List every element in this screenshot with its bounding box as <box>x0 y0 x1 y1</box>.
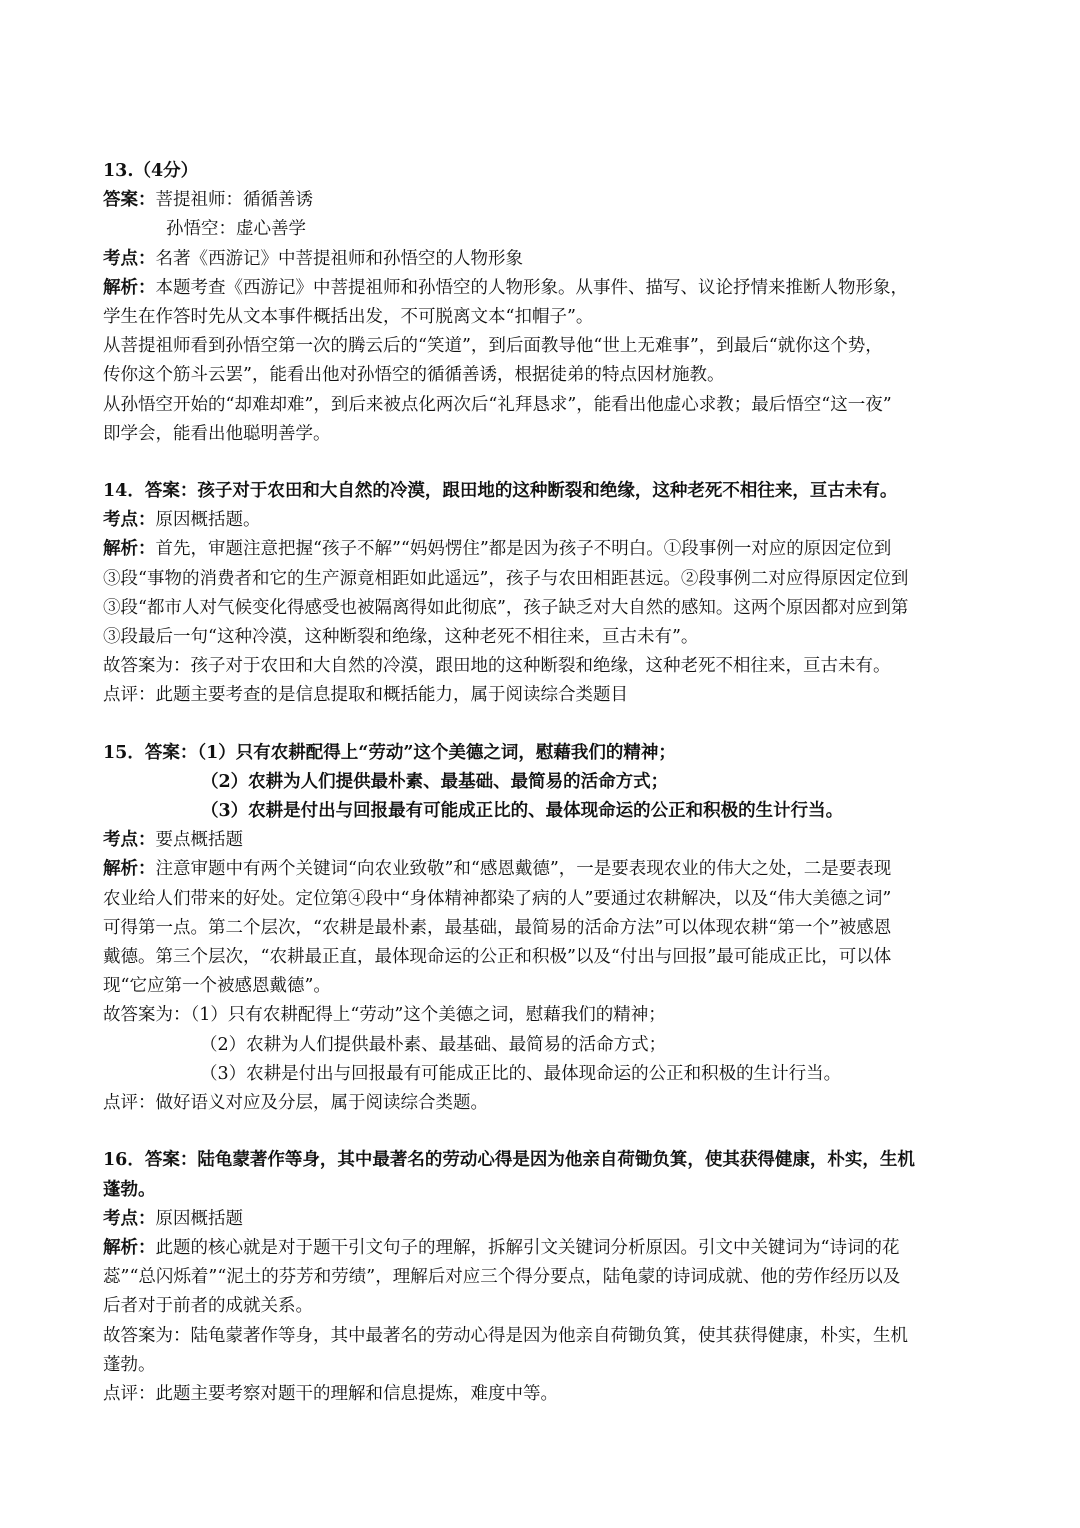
q14-analysis-line2: ③段“事物的消费者和它的生产源竟相距如此遥远”，孩子与农田相距甚远。②段事例二对应得原因定位到 <box>103 568 909 589</box>
q13-answer-line1: 菩提祖师：循循善诱 <box>155 190 313 211</box>
q16-conclusion-line1: 故答案为：陆龟蒙著作等身，其中最著名的劳动心得是因为他亲自荷锄负箕，使其获得健康，朴实，生机 <box>103 1325 908 1346</box>
q14-analysis-line1: 首先，审题注意把握“孩子不解”“妈妈愣住”都是因为孩子不明白。①段事例一对应的原因定位到 <box>155 539 892 560</box>
q15-conclusion1: 故答案为：（1）只有农耕配得上“劳动”这个美德之词，慰藉我们的精神； <box>103 1005 666 1026</box>
question-13 <box>103 157 980 449</box>
q15-conclusion3: （3）农耕是付出与回报最有可能成正比的、最体现命运的公正和积极的生计行当。 <box>200 1063 842 1084</box>
question-16 <box>103 1146 980 1409</box>
q14-analysis-line4: ③段最后一句“这种冷漠，这种断裂和绝缘，这种老死不相往来，亘古未有”。 <box>103 627 699 648</box>
q13-analysis-line6: 即学会，能看出他聪明善学。 <box>103 423 331 444</box>
q13-answer-line2: 孙悟空：虚心善学 <box>166 219 306 240</box>
q13-analysis-line3: 从菩提祖师看到孙悟空第一次的腾云后的“笑道”，到后面教导他“世上无难事”，到最后“就你这个势， <box>103 336 883 357</box>
q16-comment: 点评：此题主要考察对题干的理解和信息提炼，难度中等。 <box>103 1383 558 1404</box>
question-14 <box>103 477 980 711</box>
q15-analysis-line2: 农业给人们带来的好处。定位第④段中“身体精神都染了病的人”要通过农耕解决，以及“伟大美德之词” <box>103 888 892 909</box>
question-15 <box>103 739 980 1119</box>
q16-analysis-line3: 后者对于前者的成就关系。 <box>103 1296 313 1317</box>
q15-title: 15．答案：（1）只有农耕配得上“劳动”这个美德之词，慰藉我们的精神； <box>103 742 676 763</box>
q16-point: 原因概括题 <box>155 1208 243 1229</box>
q16-title-line1: 16．答案：陆龟蒙著作等身，其中最著名的劳动心得是因为他亲自荷锄负箕，使其获得健康，朴实，生机 <box>103 1150 915 1171</box>
q14-title: 14．答案：孩子对于农田和大自然的冷漠，跟田地的这种断裂和绝缘，这种老死不相往来，亘古未有。 <box>103 481 898 502</box>
q16-analysis-line2: 蕊”“总闪烁着”“泥土的芬芳和劳绩”，理解后对应三个得分要点，陆龟蒙的诗词成就、他的劳作经历以及 <box>103 1267 901 1288</box>
q15-comment: 点评：做好语义对应及分层，属于阅读综合类题。 <box>103 1093 488 1114</box>
q15-conclusion2: （2）农耕为人们提供最朴素、最基础、最简易的活命方式； <box>200 1034 667 1055</box>
q14-comment: 点评：此题主要考查的是信息提取和概括能力，属于阅读综合类题目 <box>103 685 628 706</box>
q16-conclusion-line2: 蓬勃。 <box>103 1354 156 1375</box>
q13-point-label: 考点： <box>103 248 156 269</box>
q14-analysis-label: 解析： <box>103 539 156 560</box>
q15-analysis-label: 解析： <box>103 859 156 880</box>
q15-answer-line2: （2）农耕为人们提供最朴素、最基础、最简易的活命方式； <box>201 771 669 792</box>
q15-analysis-line3: 可得第一点。第二个层次，“农耕是最朴素，最基础，最简易的活命方法”可以体现农耕“第一个”被感恩 <box>103 917 892 938</box>
q15-analysis-line5: 现“它应第一个被感恩戴德”。 <box>103 976 331 997</box>
q15-point-label: 考点： <box>103 830 156 851</box>
q15-analysis-line4: 戴德。第三个层次，“农耕最正直，最体现命运的公正和积极”以及“付出与回报”最可能成正比，可以体 <box>103 947 892 968</box>
q16-title-line2: 蓬勃。 <box>103 1179 156 1200</box>
q13-analysis-label: 解析： <box>103 277 156 298</box>
q16-point-label: 考点： <box>103 1208 156 1229</box>
q13-analysis-line5: 从孙悟空开始的“却难却难”，到后来被点化两次后“礼拜恳求”，能看出他虚心求教；最后悟空“这一夜” <box>103 394 892 415</box>
q14-point: 原因概括题。 <box>155 510 261 531</box>
answer-document <box>103 157 980 1409</box>
q15-analysis-line1: 注意审题中有两个关键词“向农业致敬”和“感恩戴德”，一是要表现农业的伟大之处，二是要表现 <box>155 859 892 880</box>
q14-point-label: 考点： <box>103 510 156 531</box>
q13-analysis-line4: 传你这个筋斗云罢”，能看出他对孙悟空的循循善诱，根据徒弟的特点因材施教。 <box>103 365 725 386</box>
q13-analysis-line1: 本题考查《西游记》中菩提祖师和孙悟空的人物形象。从事件、描写、议论抒情来推断人物形象， <box>155 277 908 298</box>
q14-conclusion: 故答案为：孩子对于农田和大自然的冷漠，跟田地的这种断裂和绝缘，这种老死不相往来，亘古未有。 <box>103 656 891 677</box>
q15-point: 要点概括题 <box>155 830 243 851</box>
q13-analysis-line2: 学生在作答时先从文本事件概括出发，不可脱离文本“扣帽子”。 <box>103 307 594 328</box>
q13-point: 名著《西游记》中菩提祖师和孙悟空的人物形象 <box>155 248 523 269</box>
q13-answer-label: 答案： <box>103 190 156 211</box>
q14-analysis-line3: ③段“都市人对气候变化得感受也被隔离得如此彻底”，孩子缺乏对大自然的感知。这两个原因都对应到第 <box>103 597 909 618</box>
q16-analysis-label: 解析： <box>103 1237 156 1258</box>
q15-answer-line3: （3）农耕是付出与回报最有可能成正比的、最体现命运的公正和积极的生计行当。 <box>201 801 844 822</box>
q13-title: 13.（4分） <box>103 161 199 181</box>
q16-analysis-line1: 此题的核心就是对于题干引文句子的理解，拆解引文关键词分析原因。引文中关键词为“诗词的花 <box>155 1237 900 1258</box>
